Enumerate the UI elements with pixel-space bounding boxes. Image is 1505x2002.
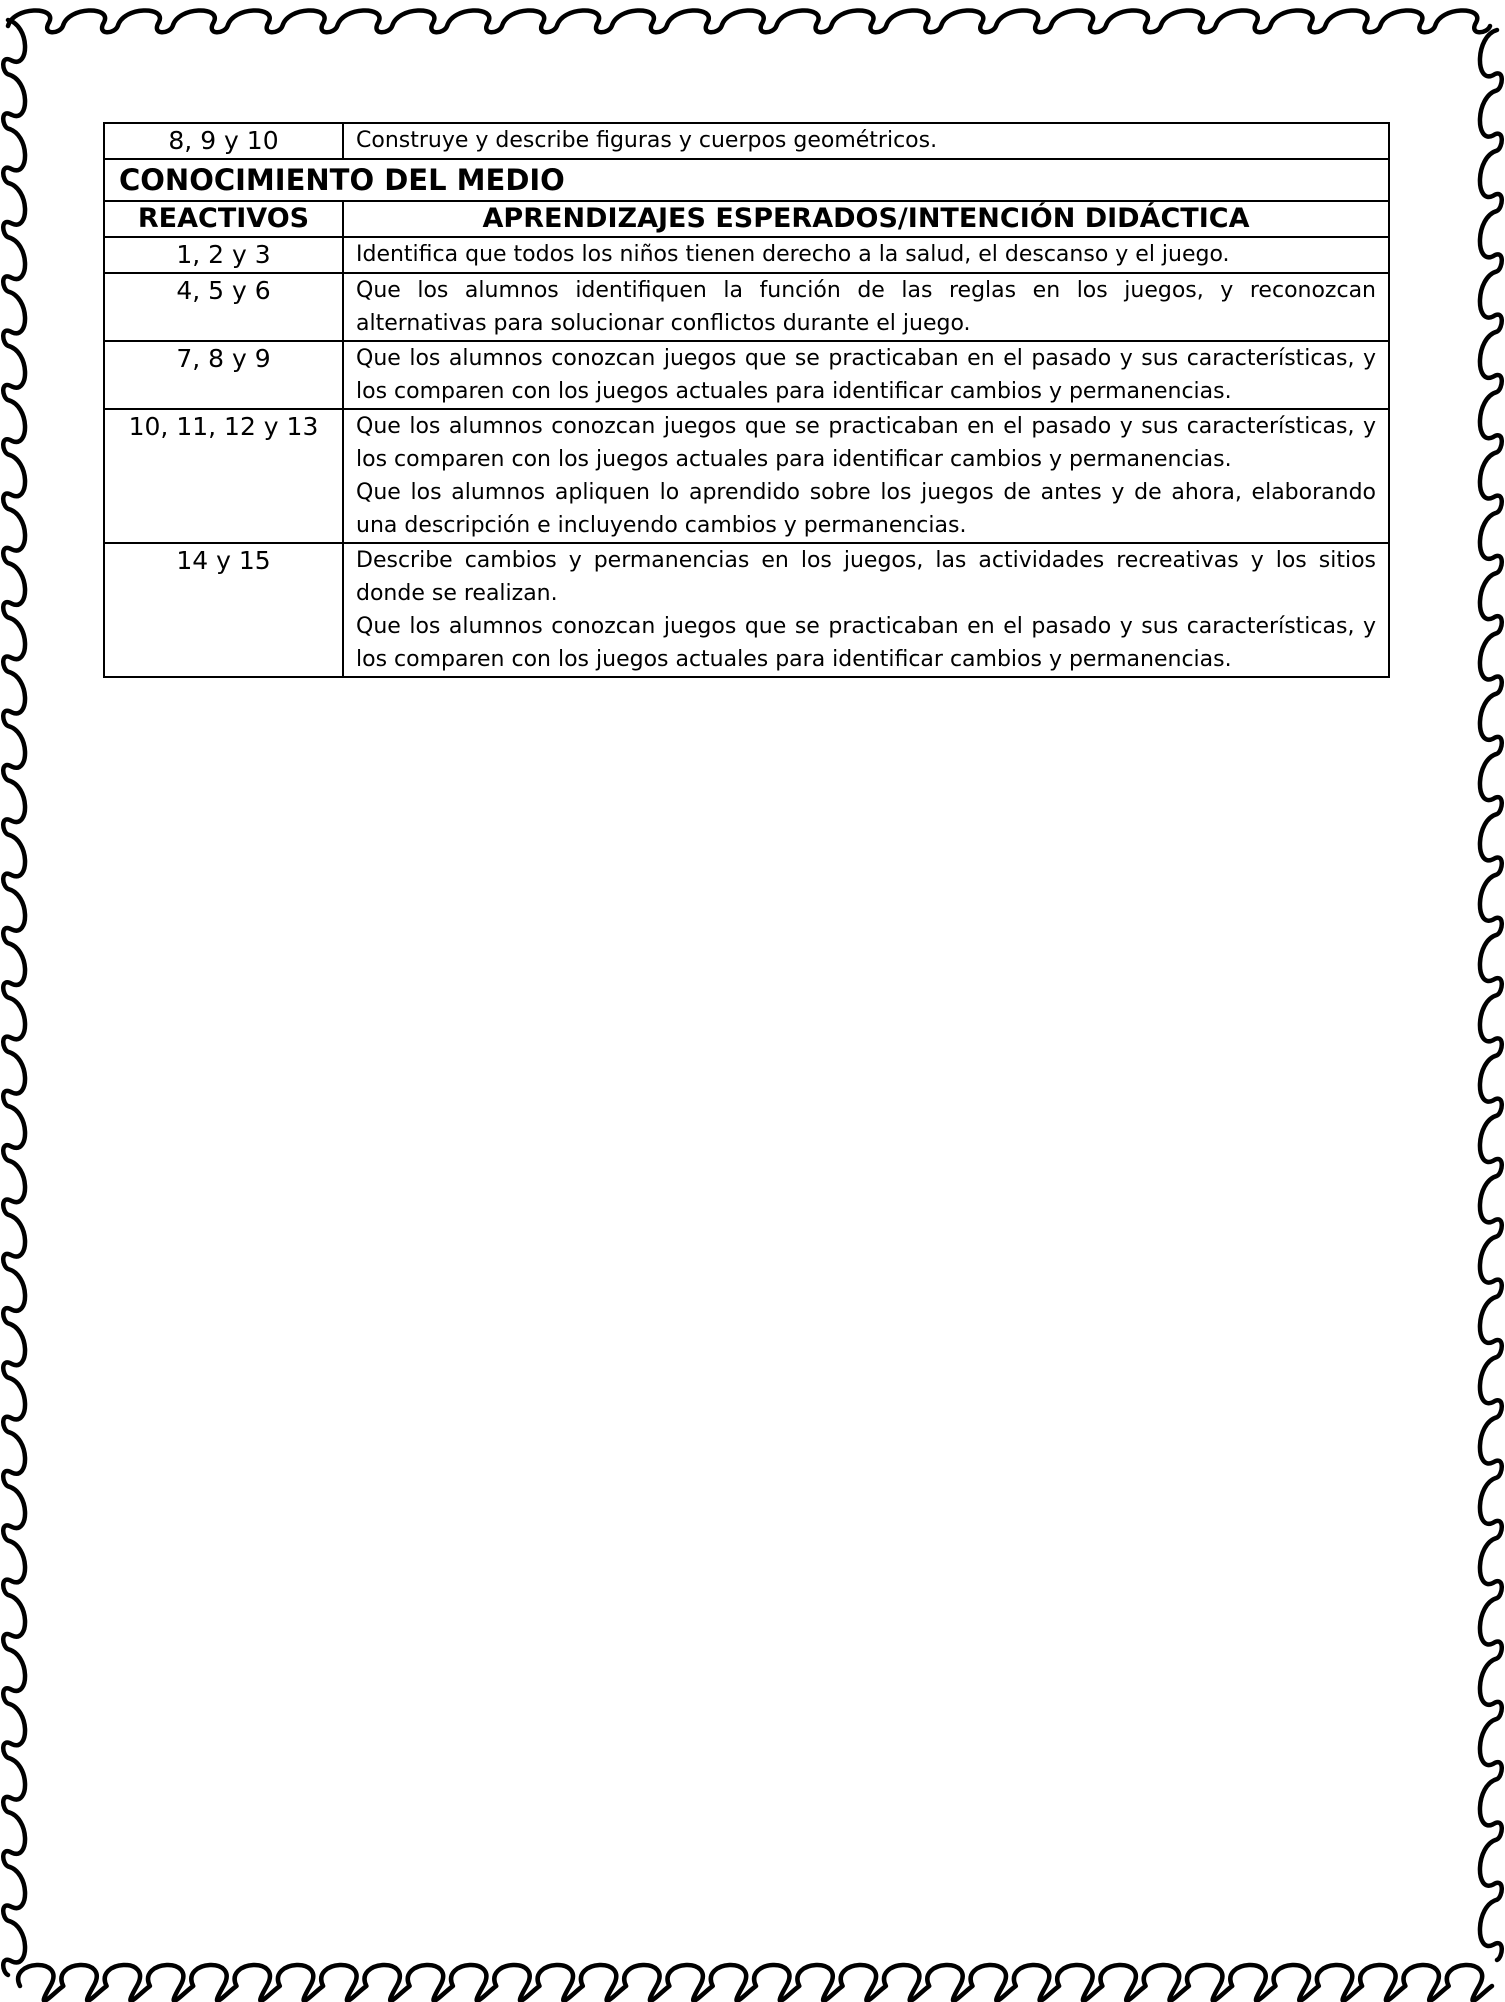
- border-top: [8, 10, 1490, 32]
- aprendizaje-paragraph: Describe cambios y permanencias en los juegos, las actividades recreativas y los sitios donde se realizan.: [356, 548, 1376, 606]
- aprendizaje-cell: [343, 409, 1389, 543]
- table-row: [104, 273, 1389, 341]
- aprendizaje-paragraph: Que los alumnos conozcan juegos que se practicaban en el pasado y sus características, y los comparen con los juegos actuales para identificar cambios y permanencias.: [356, 614, 1376, 672]
- border-right: [1480, 30, 1502, 1960]
- header-aprendizajes: APRENDIZAJES ESPERADOS/INTENCIÓN DIDÁCTICA: [343, 201, 1389, 237]
- table-row: [104, 341, 1389, 409]
- reactivos-cell: 8, 9 y 10: [104, 123, 343, 159]
- reactivos-cell: 4, 5 y 6: [104, 273, 343, 341]
- border-bottom: [18, 1965, 1492, 2001]
- aprendizaje-cell: [343, 543, 1389, 677]
- learning-objectives-table: [103, 122, 1390, 678]
- reactivos-cell: 1, 2 y 3: [104, 237, 343, 273]
- aprendizaje-paragraph: Que los alumnos identifiquen la función de las reglas en los juegos, y reconozcan alternativas para solucionar conflictos durante el juego.: [356, 278, 1376, 336]
- table-row: [104, 409, 1389, 543]
- aprendizaje-cell: [343, 341, 1389, 409]
- border-left: [3, 20, 25, 1975]
- aprendizaje-paragraph: Que los alumnos conozcan juegos que se practicaban en el pasado y sus características, y los comparen con los juegos actuales para identificar cambios y permanencias.: [356, 414, 1376, 472]
- aprendizaje-paragraph: Que los alumnos conozcan juegos que se practicaban en el pasado y sus características, y los comparen con los juegos actuales para identificar cambios y permanencias.: [356, 346, 1376, 404]
- aprendizaje-paragraph: Que los alumnos apliquen lo aprendido sobre los juegos de antes y de ahora, elaborando una descripción e incluyendo cambios y permanencias.: [356, 480, 1376, 538]
- aprendizaje-paragraph: Identifica que todos los niños tienen derecho a la salud, el descanso y el juego.: [356, 242, 1230, 267]
- header-reactivos: REACTIVOS: [104, 201, 343, 237]
- aprendizaje-cell: [343, 237, 1389, 273]
- reactivos-cell: 7, 8 y 9: [104, 341, 343, 409]
- section-title: CONOCIMIENTO DEL MEDIO: [104, 159, 1389, 201]
- reactivos-cell: 10, 11, 12 y 13: [104, 409, 343, 543]
- section-row: [104, 159, 1389, 201]
- table-row: [104, 543, 1389, 677]
- table-row: [104, 237, 1389, 273]
- aprendizaje-cell: [343, 273, 1389, 341]
- table-row: [104, 123, 1389, 159]
- header-row: [104, 201, 1389, 237]
- aprendizaje-cell: Construye y describe figuras y cuerpos geométricos.: [343, 123, 1389, 159]
- reactivos-cell: 14 y 15: [104, 543, 343, 677]
